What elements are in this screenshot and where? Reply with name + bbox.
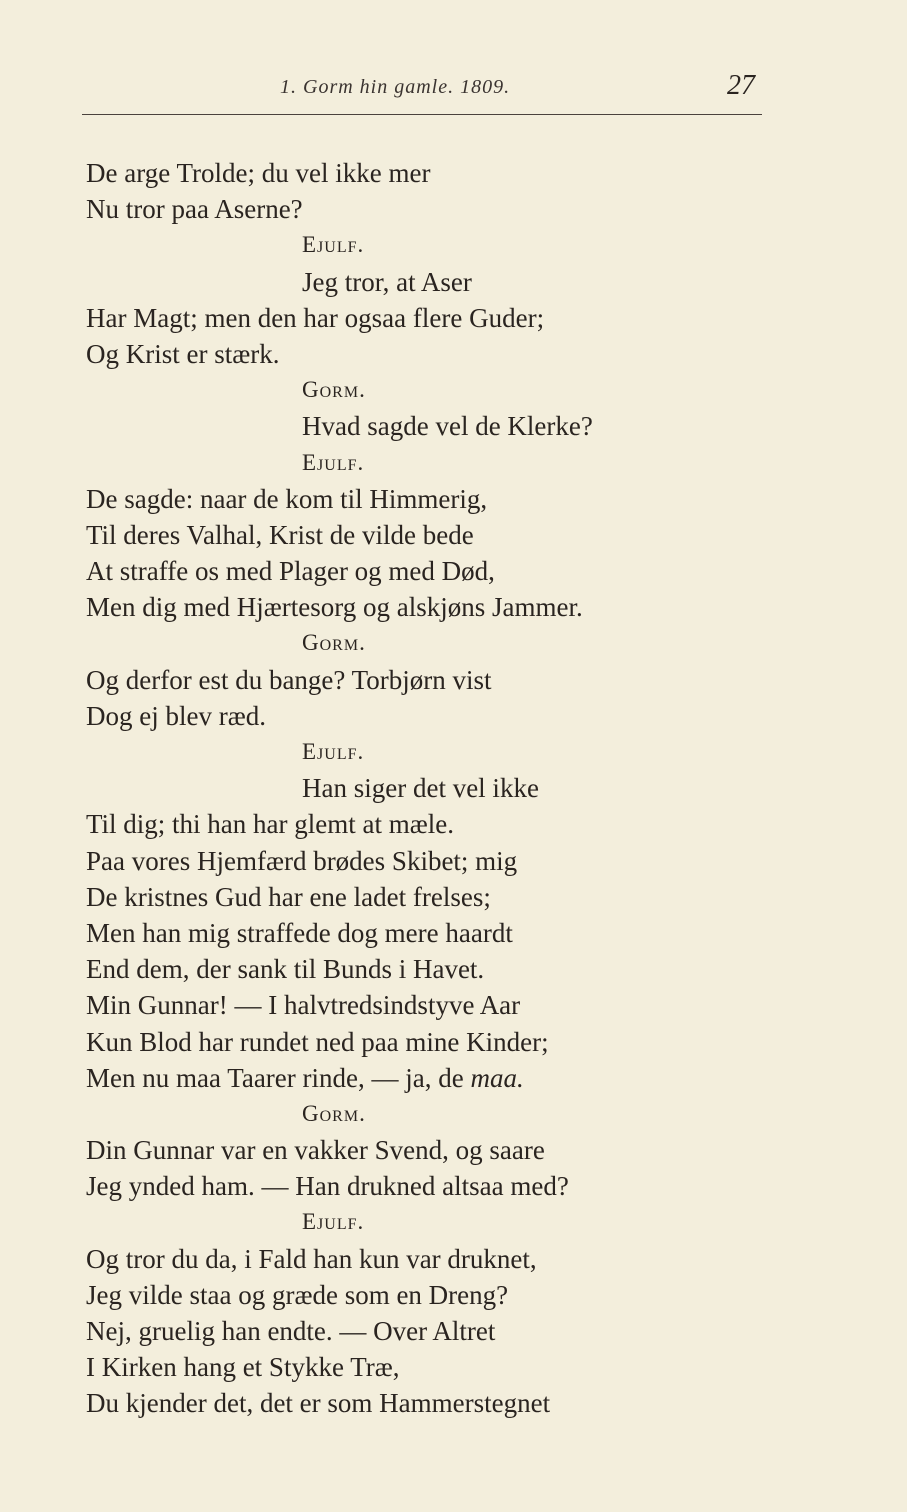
- verse-line: Du kjender det, det er som Hammerstegnet: [86, 1388, 551, 1419]
- verse-line-indented: Hvad sagde vel de Klerke?: [302, 411, 593, 442]
- verse-line: Nej, gruelig han endte. — Over Altret: [86, 1316, 496, 1346]
- verse-line: Dog ej blev ræd.: [86, 700, 266, 731]
- verse-line: Og derfor est du bange? Torbjørn vist: [86, 664, 492, 695]
- speaker-name: Ejulf.: [302, 449, 365, 475]
- verse-line: Jeg ynded ham. — Han drukned altsaa med?: [86, 1171, 569, 1202]
- verse-line: Har Magt; men den har ogsaa flere Guder;: [86, 302, 545, 333]
- verse-line: Og Krist er stærk.: [86, 338, 280, 369]
- verse-line: De sagde: naar de kom til Himmerig,: [86, 483, 488, 514]
- verse-line: Kun Blod har rundet ned paa mine Kinder;: [86, 1026, 549, 1057]
- verse-line: Min Gunnar! — I halvtredsindstyve Aar: [86, 990, 521, 1021]
- verse-line: Paa vores Hjemfærd brødes Skibet; mig: [86, 845, 518, 876]
- verse-line-indented: Han siger det vel ikke: [302, 773, 539, 804]
- verse-body: [86, 155, 846, 1422]
- running-title: 1. Gorm hin gamle. 1809.: [280, 76, 511, 98]
- verse-line: Til dig; thi han har glemt at mæle.: [86, 809, 454, 840]
- verse-line: Men dig med Hjærtesorg og alskjøns Jammer.: [86, 592, 583, 623]
- verse-line-text: Men nu maa Taarer rinde, — ja, de: [86, 1062, 471, 1093]
- speaker-name: Ejulf.: [302, 739, 365, 764]
- verse-line: De arge Trolde; du vel ikke mer: [86, 158, 431, 188]
- page-number: 27: [727, 70, 755, 101]
- running-head: [0, 70, 907, 106]
- speaker-name: Gorm.: [302, 1100, 366, 1126]
- emphasized-word: maa.: [470, 1062, 524, 1093]
- verse-line: Nu tror paa Aserne?: [86, 194, 303, 225]
- verse-line: At straffe os med Plager og med Død,: [86, 556, 495, 587]
- speaker-name: Gorm.: [302, 377, 366, 403]
- verse-line: Jeg vilde staa og græde som en Dreng?: [86, 1279, 509, 1310]
- verse-line: [86, 1060, 846, 1096]
- speaker-name: Ejulf.: [302, 232, 365, 258]
- verse-line: End dem, der sank til Bunds i Havet.: [86, 954, 485, 985]
- verse-line: Og tror du da, i Fald han kun var druknet,: [86, 1243, 537, 1274]
- verse-line: Din Gunnar var en vakker Svend, og saare: [86, 1135, 545, 1166]
- verse-line: De kristnes Gud har ene ladet frelses;: [86, 881, 491, 912]
- verse-line-indented: Jeg tror, at Aser: [302, 266, 472, 297]
- header-rule: [82, 114, 762, 115]
- speaker-name: Gorm.: [302, 630, 366, 656]
- verse-line: Til deres Valhal, Krist de vilde bede: [86, 519, 474, 550]
- verse-line: Men han mig straffede dog mere haardt: [86, 917, 513, 948]
- speaker-name: Ejulf.: [302, 1209, 365, 1235]
- verse-line: I Kirken hang et Stykke Træ,: [86, 1352, 400, 1383]
